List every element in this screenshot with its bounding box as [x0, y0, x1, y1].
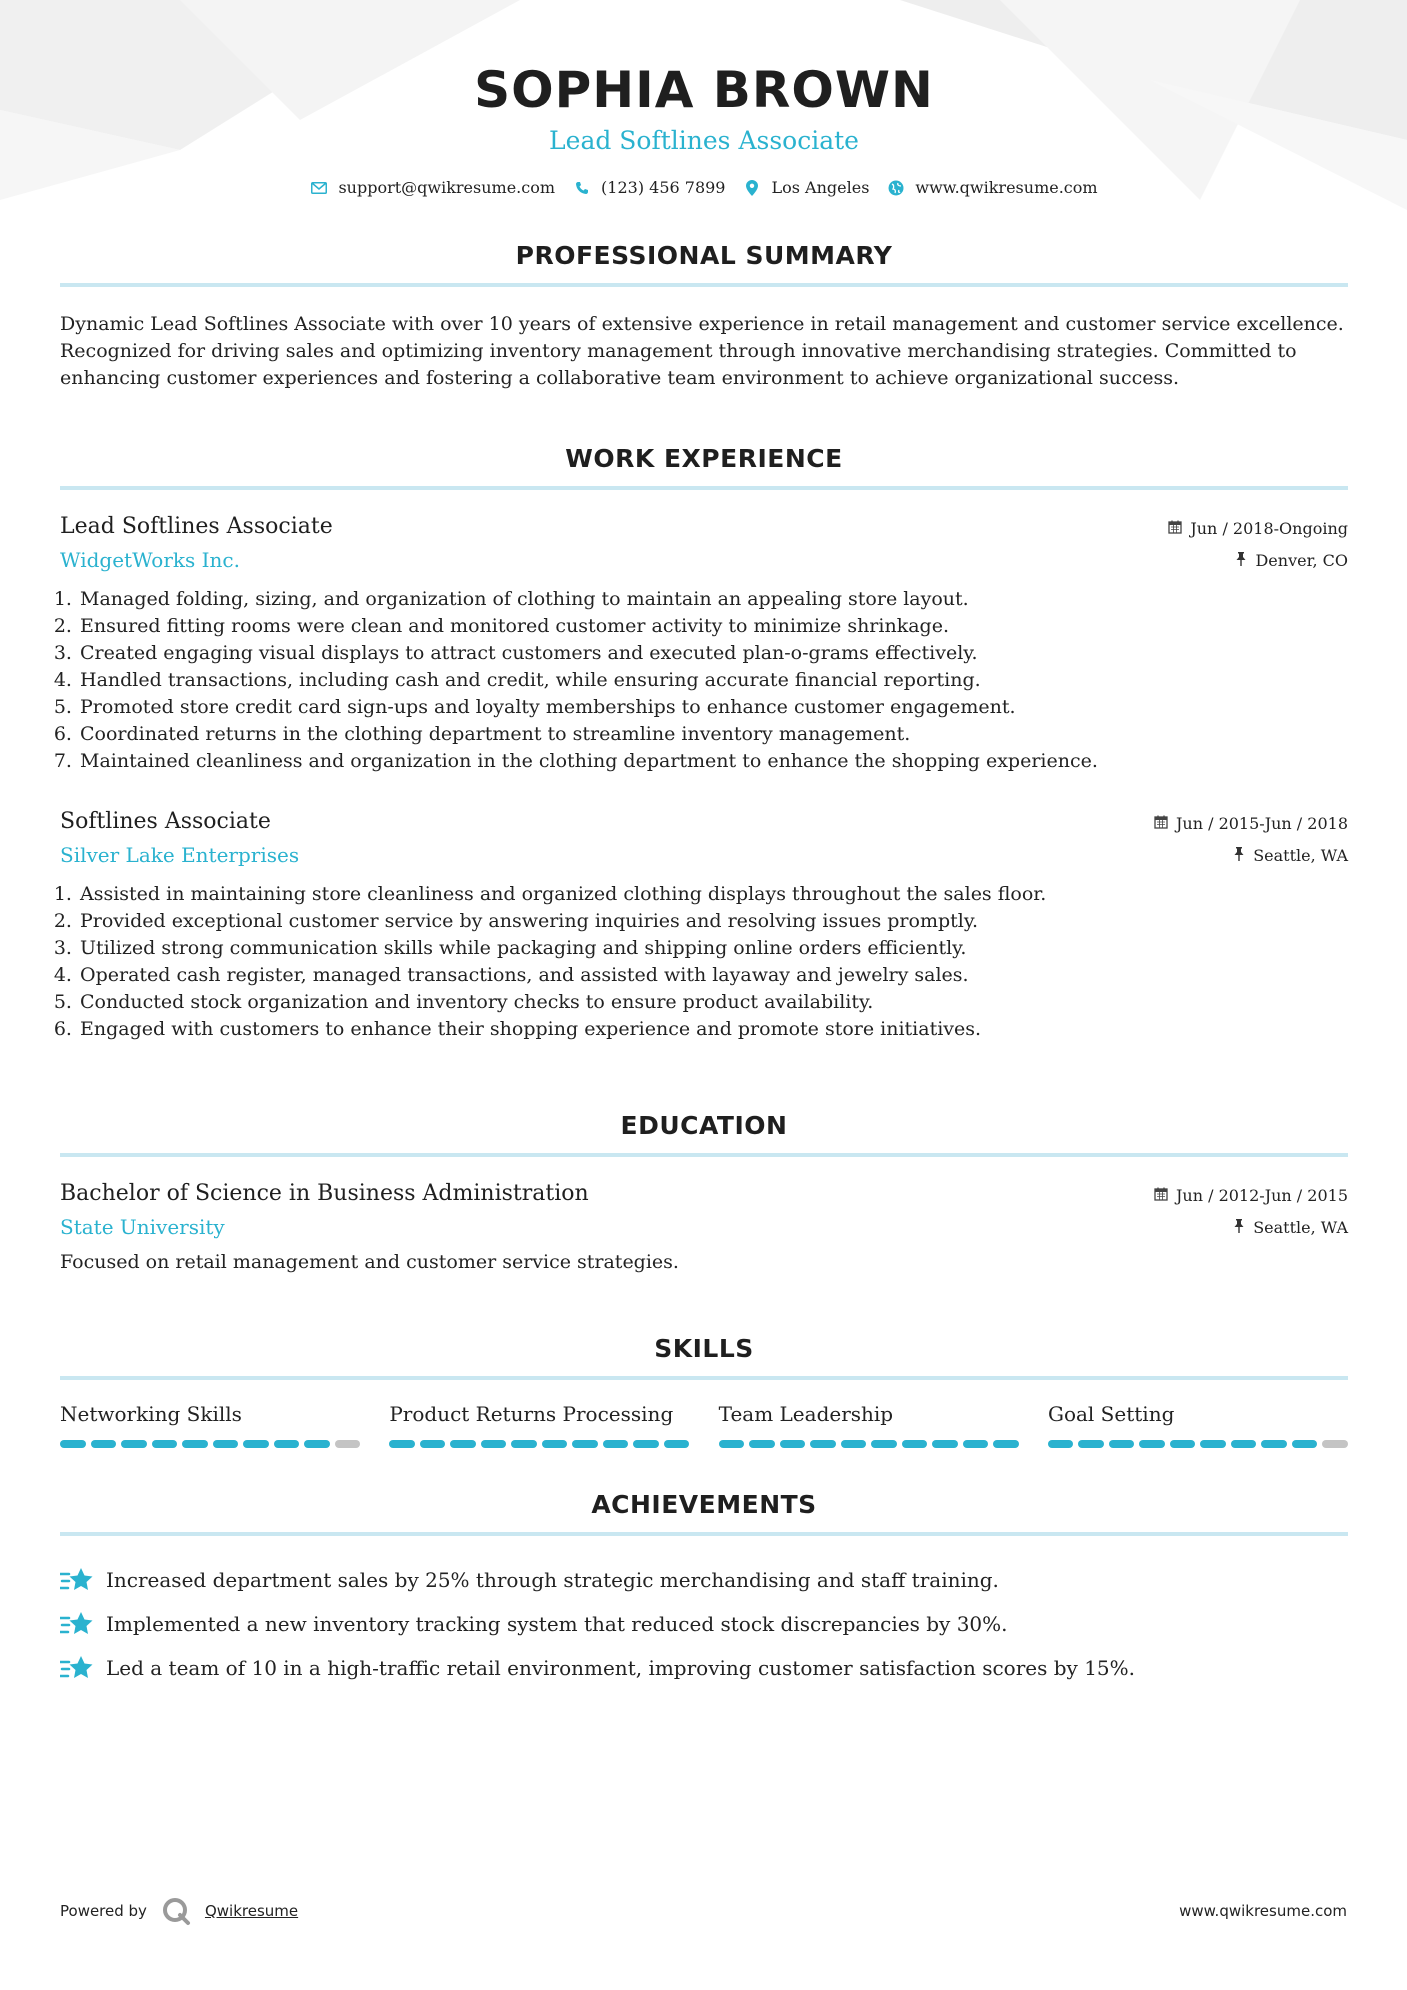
skill-item	[60, 1400, 360, 1448]
education-entry	[60, 1179, 1348, 1276]
skill-segment-filled	[450, 1440, 476, 1448]
contact-website-text: www.qwikresume.com	[915, 178, 1098, 197]
job-title: Lead Softlines Associate	[60, 514, 333, 539]
job-dates: Jun / 2015-Jun / 2018	[1175, 813, 1348, 833]
skill-segment-filled	[1078, 1440, 1104, 1448]
list-item: 6. Engaged with customers to enhance their shopping experience and promote store initiatives.	[78, 1016, 1348, 1043]
skill-segment-filled	[1109, 1440, 1135, 1448]
map-marker-icon	[743, 179, 761, 197]
footer-website[interactable]: www.qwikresume.com	[1179, 1902, 1347, 1920]
resume-page	[60, 0, 1348, 1690]
education-description: Focused on retail management and customer service strategies.	[60, 1251, 679, 1273]
skill-segment-filled	[274, 1440, 300, 1448]
job-entry	[60, 512, 1348, 775]
skill-segment-filled	[121, 1440, 147, 1448]
achievement-text: Led a team of 10 in a high-traffic retail environment, improving customer satisfaction scores by 15%.	[106, 1656, 1136, 1680]
education-meta	[1154, 1179, 1348, 1243]
contact-location-text: Los Angeles	[771, 178, 870, 197]
qwikresume-logo-icon	[161, 1896, 191, 1926]
skill-name: Goal Setting	[1047, 1402, 1175, 1426]
calendar-icon	[1154, 814, 1168, 833]
achievements-heading: ACHIEVEMENTS	[591, 1490, 817, 1519]
experience-section	[60, 442, 1348, 1043]
section-divider	[60, 1532, 1348, 1536]
skill-segment-filled	[1231, 1440, 1257, 1448]
achievement-text: Increased department sales by 25% through strategic merchandising and staff training.	[106, 1568, 999, 1592]
skill-segment-filled	[633, 1440, 659, 1448]
skill-segment-filled	[749, 1440, 775, 1448]
skill-item	[1048, 1400, 1348, 1448]
section-divider	[60, 486, 1348, 490]
contact-bar	[60, 178, 1348, 197]
skill-segment-empty	[1322, 1440, 1348, 1448]
contact-location	[743, 178, 869, 197]
company-name: Silver Lake Enterprises	[60, 843, 300, 867]
skill-segment-filled	[603, 1440, 629, 1448]
shooting-star-icon	[60, 1653, 94, 1683]
contact-email-text: support@qwikresume.com	[338, 178, 556, 197]
list-item: 5. Conducted stock organization and inventory checks to ensure product availability.	[78, 989, 1348, 1016]
list-item: 1. Managed folding, sizing, and organization of clothing to maintain an appealing store layout.	[78, 586, 1348, 613]
list-item: 5. Promoted store credit card sign-ups and loyalty memberships to enhance customer engagement.	[78, 694, 1348, 721]
skill-segment-filled	[420, 1440, 446, 1448]
skill-segment-filled	[963, 1440, 989, 1448]
list-item: 2. Provided exceptional customer service by answering inquiries and resolving issues promptly.	[78, 908, 1348, 935]
contact-phone-text: (123) 456 7899	[601, 178, 726, 197]
job-location: Denver, CO	[1255, 550, 1348, 570]
degree-title: Bachelor of Science in Business Administration	[60, 1181, 589, 1206]
achievement-item	[60, 1646, 1348, 1690]
contact-email[interactable]	[310, 178, 555, 197]
section-divider	[60, 1153, 1348, 1157]
summary-section	[60, 239, 1348, 392]
skill-segment-filled	[511, 1440, 537, 1448]
achievements-list	[60, 1558, 1348, 1690]
skill-segment-filled	[1139, 1440, 1165, 1448]
education-dates: Jun / 2012-Jun / 2015	[1175, 1185, 1348, 1205]
skill-segment-filled	[664, 1440, 690, 1448]
skill-item	[389, 1400, 689, 1448]
job-meta	[1154, 807, 1348, 871]
skill-segment-filled	[213, 1440, 239, 1448]
globe-icon	[887, 179, 905, 197]
phone-icon	[573, 179, 591, 197]
skill-segment-filled	[542, 1440, 568, 1448]
skill-name: Product Returns Processing	[389, 1402, 674, 1426]
summary-text: Dynamic Lead Softlines Associate with over 10 years of extensive experience in retail management and customer service excellence. Recognized for driving sales and optimizing inventory management through innovative merchandising strategies. Committed to enhancing customer experiences and fostering a collaborative team environment to achieve organizational success.	[60, 313, 1344, 389]
skill-segment-empty	[335, 1440, 361, 1448]
list-item: 6. Coordinated returns in the clothing department to streamline inventory management.	[78, 721, 1348, 748]
resume-header	[60, 0, 1348, 197]
skill-segment-filled	[1261, 1440, 1287, 1448]
candidate-title: Lead Softlines Associate	[549, 126, 859, 155]
skill-level-bar	[389, 1440, 689, 1448]
envelope-icon	[310, 179, 328, 197]
skill-segment-filled	[60, 1440, 86, 1448]
skill-segment-filled	[719, 1440, 745, 1448]
skill-segment-filled	[389, 1440, 415, 1448]
pushpin-icon	[1233, 846, 1245, 865]
powered-by-label: Powered by	[60, 1902, 147, 1920]
skills-grid	[60, 1400, 1348, 1448]
achievement-item	[60, 1558, 1348, 1602]
skill-segment-filled	[871, 1440, 897, 1448]
list-item: 2. Ensured fitting rooms were clean and monitored customer activity to minimize shrinkage.	[78, 613, 1348, 640]
summary-heading: PROFESSIONAL SUMMARY	[515, 241, 893, 270]
skill-segment-filled	[243, 1440, 269, 1448]
education-heading: EDUCATION	[620, 1111, 788, 1140]
contact-website[interactable]	[887, 178, 1097, 197]
skill-segment-filled	[902, 1440, 928, 1448]
achievement-item	[60, 1602, 1348, 1646]
page-footer	[60, 1896, 1347, 1926]
job-responsibilities	[60, 586, 1348, 775]
skill-segment-filled	[182, 1440, 208, 1448]
powered-by	[60, 1896, 298, 1926]
experience-heading: WORK EXPERIENCE	[565, 444, 843, 473]
candidate-name: SOPHIA BROWN	[474, 61, 934, 119]
skill-level-bar	[60, 1440, 360, 1448]
skill-segment-filled	[841, 1440, 867, 1448]
skill-segment-filled	[780, 1440, 806, 1448]
job-meta	[1168, 512, 1348, 576]
shooting-star-icon	[60, 1565, 94, 1595]
skill-segment-filled	[304, 1440, 330, 1448]
skill-segment-filled	[1292, 1440, 1318, 1448]
pushpin-icon	[1233, 1218, 1245, 1237]
shooting-star-icon	[60, 1609, 94, 1639]
pushpin-icon	[1235, 551, 1247, 570]
skill-segment-filled	[1170, 1440, 1196, 1448]
list-item: 7. Maintained cleanliness and organization in the clothing department to enhance the shopping experience.	[78, 748, 1348, 775]
job-location: Seattle, WA	[1253, 845, 1348, 865]
skill-segment-filled	[152, 1440, 178, 1448]
list-item: 3. Utilized strong communication skills while packaging and shipping online orders efficiently.	[78, 935, 1348, 962]
school-name: State University	[60, 1215, 225, 1239]
calendar-icon	[1168, 519, 1182, 538]
skill-segment-filled	[1048, 1440, 1074, 1448]
qwikresume-link[interactable]: Qwikresume	[204, 1902, 299, 1920]
list-item: 3. Created engaging visual displays to attract customers and executed plan-o-grams effectively.	[78, 640, 1348, 667]
section-divider	[60, 1376, 1348, 1380]
skill-segment-filled	[91, 1440, 117, 1448]
skill-segment-filled	[481, 1440, 507, 1448]
list-item: 4. Handled transactions, including cash and credit, while ensuring accurate financial reporting.	[78, 667, 1348, 694]
company-name: WidgetWorks Inc.	[60, 548, 240, 572]
achievement-text: Implemented a new inventory tracking system that reduced stock discrepancies by 30%.	[106, 1612, 1008, 1636]
calendar-icon	[1154, 1186, 1168, 1205]
skill-name: Networking Skills	[60, 1402, 242, 1426]
skill-segment-filled	[932, 1440, 958, 1448]
list-item: 4. Operated cash register, managed transactions, and assisted with layaway and jewelry sales.	[78, 962, 1348, 989]
skill-segment-filled	[1200, 1440, 1226, 1448]
job-entry	[60, 807, 1348, 1043]
skills-heading: SKILLS	[654, 1334, 754, 1363]
education-location: Seattle, WA	[1253, 1217, 1348, 1237]
job-dates: Jun / 2018-Ongoing	[1190, 518, 1348, 538]
skill-level-bar	[719, 1440, 1019, 1448]
section-divider	[60, 283, 1348, 287]
skills-section	[60, 1332, 1348, 1448]
skill-level-bar	[1048, 1440, 1348, 1448]
contact-phone[interactable]	[573, 178, 725, 197]
job-title: Softlines Associate	[60, 809, 271, 834]
job-responsibilities	[60, 881, 1348, 1043]
skill-segment-filled	[993, 1440, 1019, 1448]
skill-name: Team Leadership	[718, 1402, 894, 1426]
skill-item	[719, 1400, 1019, 1448]
education-section	[60, 1109, 1348, 1276]
list-item: 1. Assisted in maintaining store cleanliness and organized clothing displays throughout the sales floor.	[78, 881, 1348, 908]
achievements-section	[60, 1488, 1348, 1690]
skill-segment-filled	[810, 1440, 836, 1448]
skill-segment-filled	[572, 1440, 598, 1448]
